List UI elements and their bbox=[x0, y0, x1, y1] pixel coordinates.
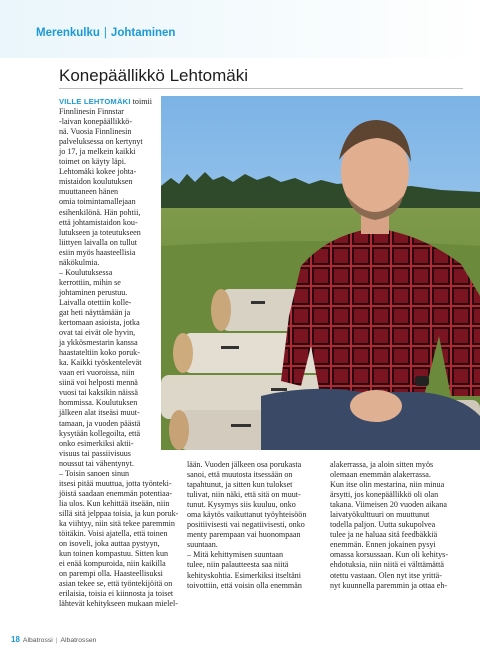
text-line: otettu vastaan. Olen nyt itse yrittä- bbox=[330, 570, 442, 580]
text-line: kertomaan asioista, jotka bbox=[59, 318, 140, 328]
text-line: tunut. Kysymys siis kuuluu, onko bbox=[187, 500, 296, 510]
text-line: tamaan, ja vuoden päästä bbox=[59, 418, 141, 428]
text-line: asian tekee se, että työntekijöitä on bbox=[59, 579, 173, 589]
text-line: lähtevät kehitykseen mukaan mielel- bbox=[59, 599, 178, 609]
text-line: itsesi pitää muuttua, jotta työnteki- bbox=[59, 478, 172, 488]
article-title: Konepäällikkö Lehtomäki bbox=[59, 66, 249, 85]
article-column-3 bbox=[330, 460, 470, 591]
text-line: palveluksessa on kertynyt bbox=[59, 137, 143, 147]
footer-separator: | bbox=[55, 637, 58, 644]
text-line: esihenkilönä. Hän pohtii, bbox=[59, 207, 141, 217]
text-line: laivatyökulttuuri on muuttunut bbox=[330, 510, 430, 520]
text-line: enemmän. Ennen jokainen pysyi bbox=[330, 540, 436, 550]
text-line: kun toinen kompastuu. Sitten kun bbox=[59, 549, 169, 559]
lead-text: toimii bbox=[130, 97, 153, 106]
text-line: gat heti näyttämään ja bbox=[59, 307, 131, 317]
text-line: hommissa. Koulutuksen bbox=[59, 398, 138, 408]
article-column-2 bbox=[187, 460, 317, 591]
text-line: kehityskohtia. Esimerkiksi itseltäni bbox=[187, 570, 301, 580]
subsection-name: Johtaminen bbox=[110, 27, 176, 39]
text-line: liittyen laivalla on tullut bbox=[59, 237, 138, 247]
text-line: menty parempaan vai huonompaan bbox=[187, 530, 301, 540]
text-line: Lehtomäki kokee johta- bbox=[59, 167, 137, 177]
text-line: omia toimintamallejaan bbox=[59, 197, 136, 207]
text-line: -laivan konepäällikkö- bbox=[59, 117, 133, 127]
text-line: mistaidon koulutuksen bbox=[59, 177, 133, 187]
text-line: sanoi, että muutosta itsessään on bbox=[187, 470, 293, 480]
text-line: Laivalla otettiin kolle- bbox=[59, 297, 132, 307]
text-line: oma käytös vaikuttanut työyhteisöön bbox=[187, 510, 307, 520]
column-1-body bbox=[59, 107, 179, 609]
title-divider bbox=[59, 88, 463, 89]
section-label bbox=[36, 27, 175, 39]
text-line: siinä voi helposti mennä bbox=[59, 378, 138, 388]
text-line: ka. Kaikki työskentelevät bbox=[59, 358, 142, 368]
text-line: johtaminen perustuu. bbox=[59, 287, 128, 297]
text-line: ovat tai eivät ole hyvin, bbox=[59, 328, 136, 338]
text-line: omassa korsussaan. Kun oli kehitys- bbox=[330, 550, 449, 560]
text-line: jo 17, ja melkein kaikki bbox=[59, 147, 136, 157]
page-number: 18 bbox=[11, 635, 20, 644]
text-line: suuntaan. bbox=[187, 540, 218, 550]
text-line: haastateltiin koko poruk- bbox=[59, 348, 140, 358]
text-line: tulee ja ne haluaa sitä feedbäkkiä bbox=[330, 530, 438, 540]
section-separator: | bbox=[103, 27, 107, 39]
publication-name-alt: Albatrossen bbox=[60, 637, 97, 644]
column-2-body bbox=[187, 460, 317, 591]
text-line: vuosi tai kaksikin näissä bbox=[59, 388, 138, 398]
text-line: erilaisia, toisia ei kiinnosta ja toiset bbox=[59, 589, 174, 599]
page-footer bbox=[11, 635, 96, 644]
text-line: esiin myös haasteellisia bbox=[59, 247, 136, 257]
text-line: ka viihtyy, niin sitä tekee paremmin bbox=[59, 518, 175, 528]
text-line: töitäkin. Voisi ajatella, että toinen bbox=[59, 529, 168, 539]
text-line: että johtamistaidon kou- bbox=[59, 217, 138, 227]
text-line: ärsytti, jos konepäällikkö oli olan bbox=[330, 490, 439, 500]
text-line: vaan eri vuoroissa, niin bbox=[59, 368, 135, 378]
text-line: ehdotuksia, niin niitä ei välttämättä bbox=[330, 560, 444, 570]
text-line: onko esimerkiksi aktii- bbox=[59, 438, 134, 448]
text-line: toivottiin, että voisin olla enemmän bbox=[187, 580, 302, 590]
text-line: kysytään kollegoilta, että bbox=[59, 428, 141, 438]
text-line: nyt kuunnella paremmin ja ottaa eh- bbox=[330, 580, 448, 590]
text-line: Finnlinesin Finnstar bbox=[59, 107, 124, 117]
text-line: näkökulmia. bbox=[59, 257, 100, 267]
text-line: todella paljon. Uutta sukupolvea bbox=[330, 520, 436, 530]
text-line: on isoveli, joka auttaa pystyyn, bbox=[59, 539, 160, 549]
text-line: tapahtunut, ja sitten kun tulokset bbox=[187, 480, 293, 490]
text-line: tulivat, niin näki, että sitä on muut- bbox=[187, 490, 301, 500]
text-line: jöistä saadaan enemmän potentiaa- bbox=[59, 488, 173, 498]
text-line: toimet on käyty läpi. bbox=[59, 157, 126, 167]
text-line: – Koulutuksessa bbox=[59, 267, 113, 277]
text-line: – Mitä kehittymisen suuntaan bbox=[187, 550, 283, 560]
text-line: tulee, niin palautteesta saa niitä bbox=[187, 560, 289, 570]
text-line: lutukseen ja toteutukseen bbox=[59, 227, 141, 237]
section-name: Merenkulku bbox=[36, 27, 100, 39]
text-line: muuttaneen hänen bbox=[59, 187, 119, 197]
text-line: on parempi olla. Haasteellisuksi bbox=[59, 569, 163, 579]
text-line: lään. Vuoden jälkeen osa porukasta bbox=[187, 460, 302, 469]
text-line: nä. Vuosia Finnlinesin bbox=[59, 127, 132, 137]
text-line: visuus tai passiivisuus bbox=[59, 448, 131, 458]
text-line: olemaan enemmän alakerrassa. bbox=[330, 470, 431, 480]
article-column-1 bbox=[59, 97, 179, 609]
text-line: alakerrassa, ja aloin sitten myös bbox=[330, 460, 434, 469]
lead-name: VILLE LEHTOMÄKI bbox=[59, 97, 131, 106]
text-line: takana. Viimeisen 20 vuoden aikana bbox=[330, 500, 447, 510]
text-line: sillä sitä jelppaa toisia, ja kun poruk- bbox=[59, 508, 179, 518]
text-line: – Toisin sanoen sinun bbox=[59, 468, 130, 478]
lead-paragraph bbox=[59, 97, 159, 107]
text-line: noussut tai vähentynyt. bbox=[59, 458, 134, 468]
text-line: ja ykkösmestarin kanssa bbox=[59, 338, 138, 348]
text-line: jälkeen alat itseäsi muut- bbox=[59, 408, 140, 418]
text-line: positiivisesti vai negatiivisesti, onko bbox=[187, 520, 305, 530]
text-line: ei enää kompuroida, niin kaikilla bbox=[59, 559, 166, 569]
publication-name: Albatrossi bbox=[22, 637, 53, 644]
column-3-body bbox=[330, 460, 470, 591]
text-line: kerrottiin, mihin se bbox=[59, 277, 121, 287]
text-line: lia ulos. Kun kehittää itseään, niin bbox=[59, 498, 170, 508]
text-line: Kun itse olin mestarina, niin minua bbox=[330, 480, 445, 490]
article-photo bbox=[161, 96, 480, 450]
